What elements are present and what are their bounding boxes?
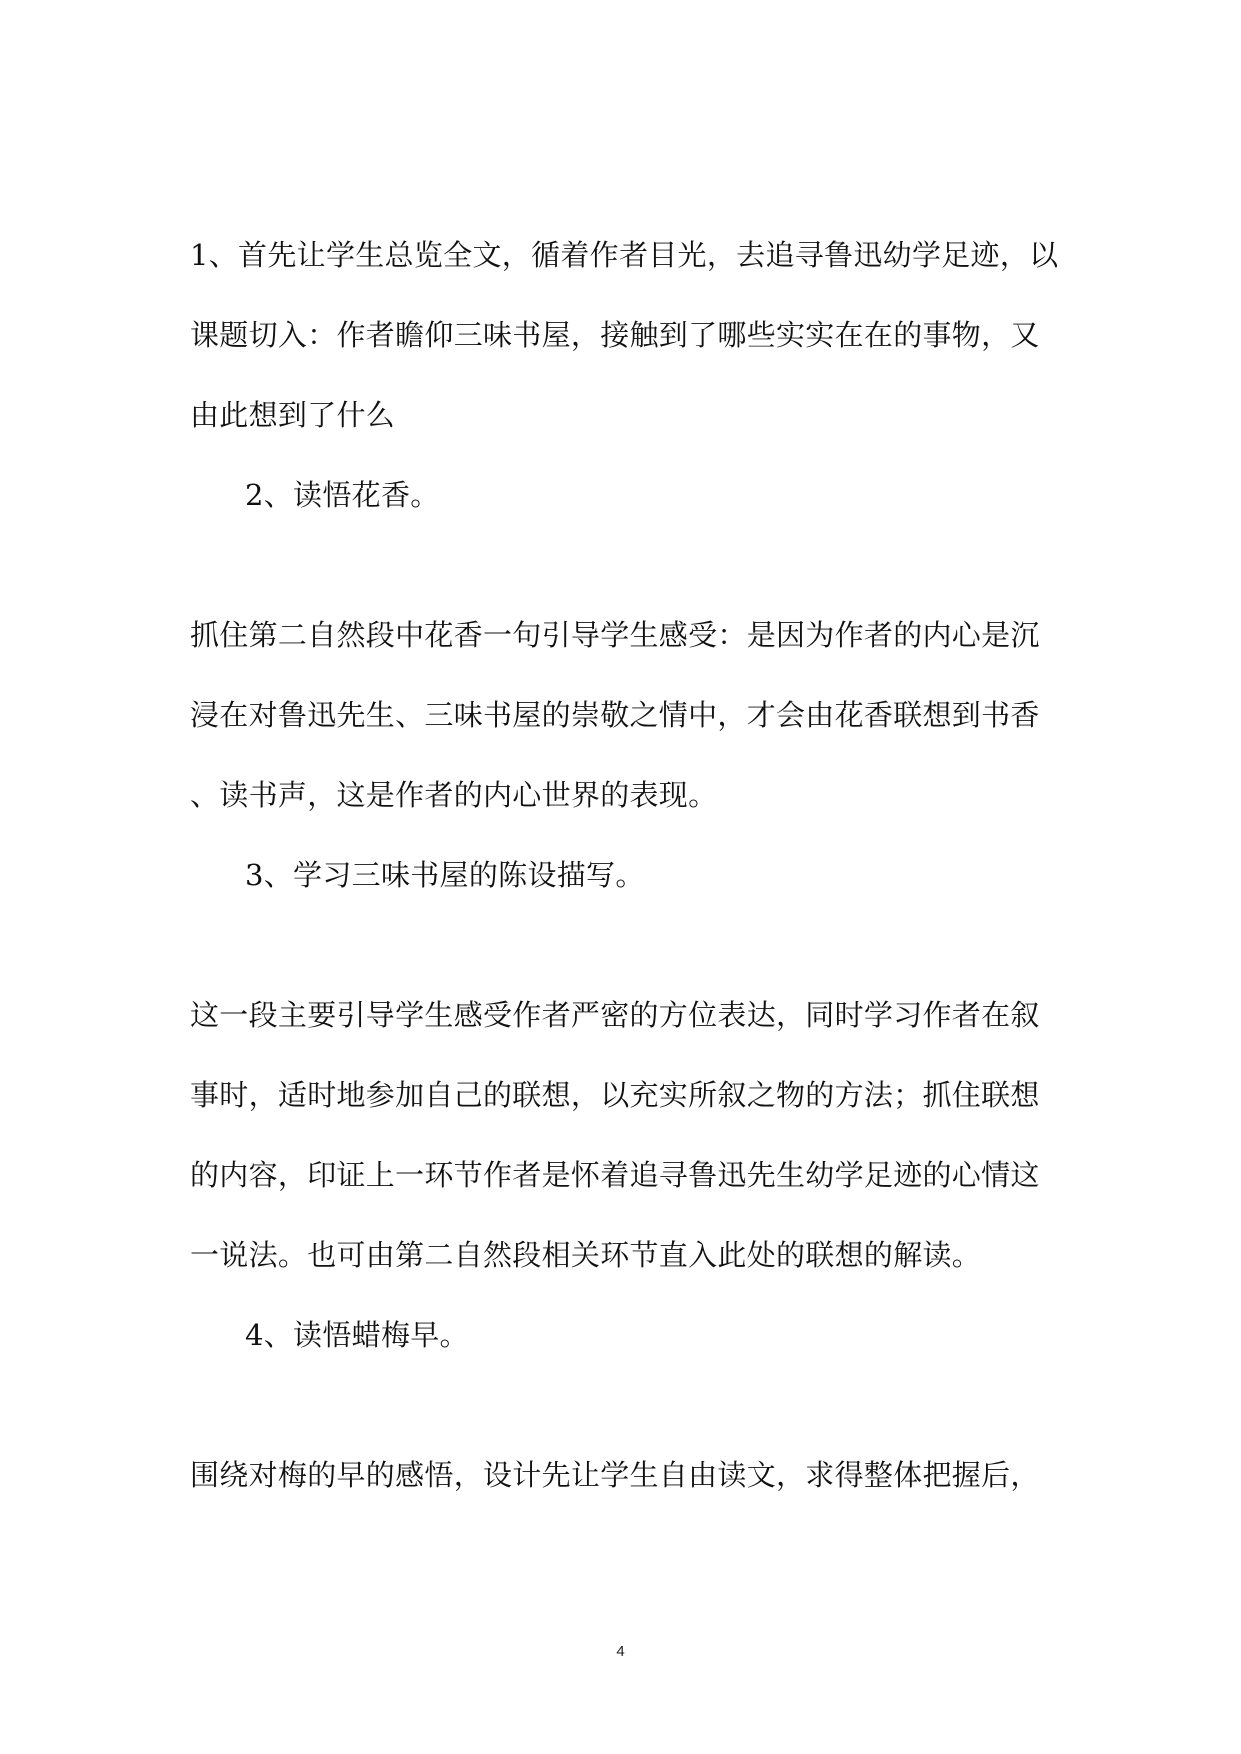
section-heading: 3、学习三味书屋的陈设描写。: [245, 858, 645, 892]
text-line: 事时，适时地参加自己的联想，以充实所叙之物的方法；抓住联想: [190, 1078, 1040, 1112]
text-line: 抓住第二自然段中花香一句引导学生感受：是因为作者的内心是沉: [190, 618, 1040, 652]
text-line: 的内容，印证上一环节作者是怀着追寻鲁迅先生幼学足迹的心情这: [190, 1158, 1040, 1192]
text-line: 1、首先让学生总览全文，循着作者目光，去追寻鲁迅幼学足迹，以: [190, 238, 1059, 272]
section-heading: 4、读悟蜡梅早。: [245, 1318, 469, 1352]
text-line: 、读书声，这是作者的内心世界的表现。: [190, 778, 718, 812]
text-line: 一说法。也可由第二自然段相关环节直入此处的联想的解读。: [190, 1238, 982, 1272]
text-line: 围绕对梅的早的感悟，设计先让学生自由读文，求得整体把握后，: [190, 1458, 1040, 1492]
page-number: 4: [616, 1643, 625, 1660]
section-heading: 2、读悟花香。: [245, 478, 440, 512]
text-line: 这一段主要引导学生感受作者严密的方位表达，同时学习作者在叙: [190, 998, 1040, 1032]
text-line: 课题切入：作者瞻仰三味书屋，接触到了哪些实实在在的事物，又: [190, 318, 1040, 352]
text-line: 浸在对鲁迅先生、三味书屋的崇敬之情中，才会由花香联想到书香: [190, 698, 1040, 732]
text-line: 由此想到了什么: [190, 398, 396, 432]
